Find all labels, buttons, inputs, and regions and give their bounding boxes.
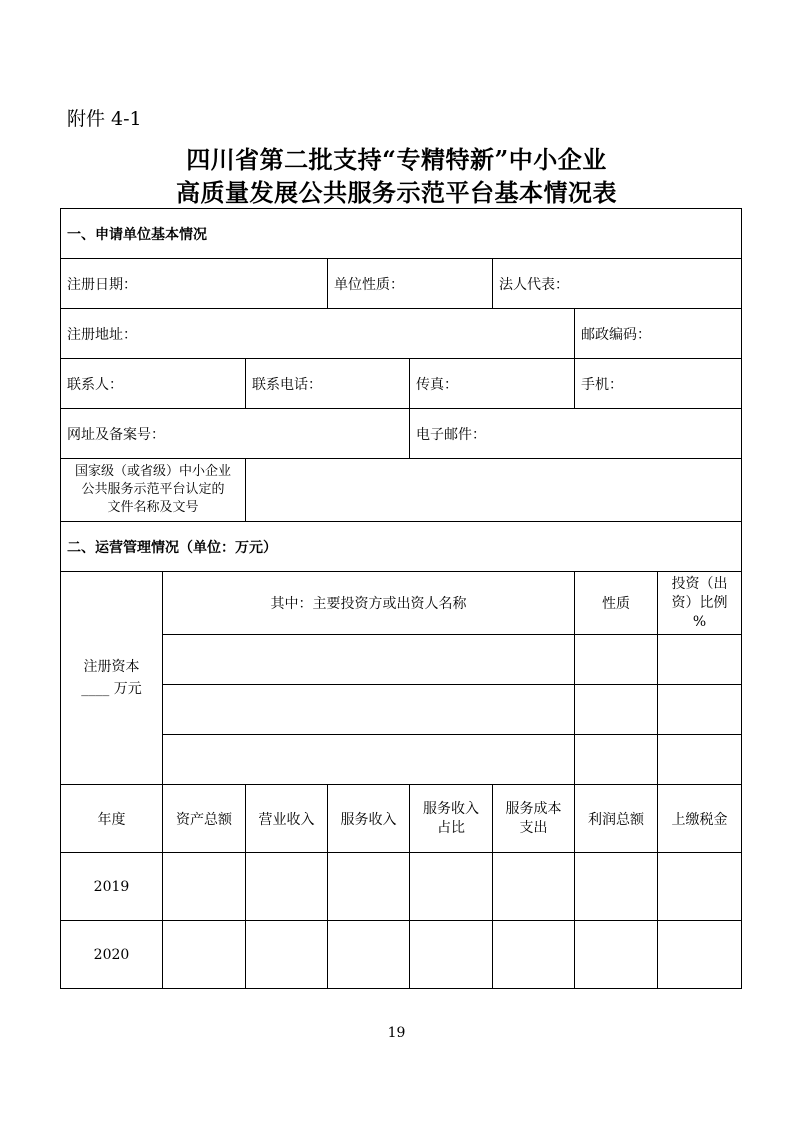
page-title-line1: 四川省第二批支持“专精特新”中小企业: [186, 145, 607, 174]
tax-paid-cell[interactable]: [658, 921, 742, 989]
total-assets-cell[interactable]: [163, 853, 246, 921]
investor-row: [61, 735, 742, 785]
investor-nature-cell[interactable]: [575, 635, 658, 685]
investor-name-header: 其中：主要投资方或出资人名称: [163, 572, 575, 635]
reg-date-field[interactable]: 注册日期：: [61, 259, 328, 309]
reg-capital-label: [61, 572, 163, 785]
page-title-line2: 高质量发展公共服务示范平台基本情况表: [176, 178, 617, 207]
reg-info-row: [61, 259, 742, 309]
ratio-header-line2: 资）比例: [671, 594, 728, 611]
attachment-label: 附件 4-1: [67, 108, 142, 130]
certification-label-line2: 公共服务示范平台认定的: [81, 482, 225, 497]
contact-phone-field[interactable]: 联系电话：: [246, 359, 410, 409]
ratio-header-line3: %: [692, 613, 707, 630]
service-cost-header-line1: 服务成本: [505, 800, 562, 817]
reg-capital-label-line1: 注册资本: [83, 659, 140, 675]
investor-header-row: [61, 572, 742, 635]
year-cell: 2019: [61, 853, 163, 921]
service-share-header: [410, 785, 493, 853]
certification-label-line3: 文件名称及文号: [107, 500, 199, 515]
tax-paid-cell[interactable]: [658, 853, 742, 921]
revenue-header: 营业收入: [246, 785, 328, 853]
total-profit-cell[interactable]: [575, 853, 658, 921]
section2-heading-row: [61, 522, 742, 572]
service-revenue-cell[interactable]: [328, 921, 410, 989]
ratio-header-line1: 投资（出: [671, 575, 728, 592]
unit-nature-field[interactable]: 单位性质：: [328, 259, 493, 309]
contact-row: [61, 359, 742, 409]
investor-nature-cell[interactable]: [575, 735, 658, 785]
ratio-header: [658, 572, 742, 635]
service-share-cell[interactable]: [410, 853, 493, 921]
certification-value-field[interactable]: [246, 459, 742, 522]
investor-name-cell[interactable]: [163, 735, 575, 785]
financial-row-2019: [61, 853, 742, 921]
investor-row: [61, 635, 742, 685]
year-cell: 2020: [61, 921, 163, 989]
website-field[interactable]: 网址及备案号：: [61, 409, 410, 459]
nature-header: 性质: [575, 572, 658, 635]
email-field[interactable]: 电子邮件：: [410, 409, 742, 459]
section2-heading: 二、运营管理情况（单位：万元）: [61, 522, 742, 572]
investor-name-cell[interactable]: [163, 635, 575, 685]
mobile-field[interactable]: 手机：: [575, 359, 742, 409]
basic-info-form-table: [60, 208, 742, 989]
legal-rep-field[interactable]: 法人代表：: [493, 259, 742, 309]
certification-label: [61, 459, 246, 522]
certification-row: [61, 459, 742, 522]
certification-label-line1: 国家级（或省级）中小企业: [74, 464, 231, 479]
address-row: [61, 309, 742, 359]
service-cost-cell[interactable]: [493, 853, 575, 921]
investor-ratio-cell[interactable]: [658, 635, 742, 685]
fax-field[interactable]: 传真：: [410, 359, 575, 409]
total-assets-header: 资产总额: [163, 785, 246, 853]
reg-address-field[interactable]: 注册地址：: [61, 309, 575, 359]
service-share-header-line2: 占比: [437, 819, 465, 836]
tax-paid-header: 上缴税金: [658, 785, 742, 853]
postal-code-field[interactable]: 邮政编码：: [575, 309, 742, 359]
contact-person-field[interactable]: 联系人：: [61, 359, 246, 409]
service-cost-cell[interactable]: [493, 921, 575, 989]
total-profit-header: 利润总额: [575, 785, 658, 853]
investor-row: [61, 685, 742, 735]
total-assets-cell[interactable]: [163, 921, 246, 989]
page-number: 19: [387, 1025, 406, 1041]
reg-capital-label-line2[interactable]: ____ 万元: [81, 681, 142, 697]
investor-nature-cell[interactable]: [575, 685, 658, 735]
revenue-cell[interactable]: [246, 921, 328, 989]
financial-row-2020: [61, 921, 742, 989]
section1-heading: 一、申请单位基本情况: [61, 209, 742, 259]
service-cost-header-line2: 支出: [519, 819, 548, 836]
service-share-cell[interactable]: [410, 921, 493, 989]
financial-header-row: [61, 785, 742, 853]
service-revenue-cell[interactable]: [328, 853, 410, 921]
service-share-header-line1: 服务收入: [423, 800, 479, 817]
web-row: [61, 409, 742, 459]
total-profit-cell[interactable]: [575, 921, 658, 989]
revenue-cell[interactable]: [246, 853, 328, 921]
year-header: 年度: [61, 785, 163, 853]
investor-name-cell[interactable]: [163, 685, 575, 735]
section1-heading-row: [61, 209, 742, 259]
service-cost-header: [493, 785, 575, 853]
investor-ratio-cell[interactable]: [658, 685, 742, 735]
service-revenue-header: 服务收入: [328, 785, 410, 853]
investor-ratio-cell[interactable]: [658, 735, 742, 785]
